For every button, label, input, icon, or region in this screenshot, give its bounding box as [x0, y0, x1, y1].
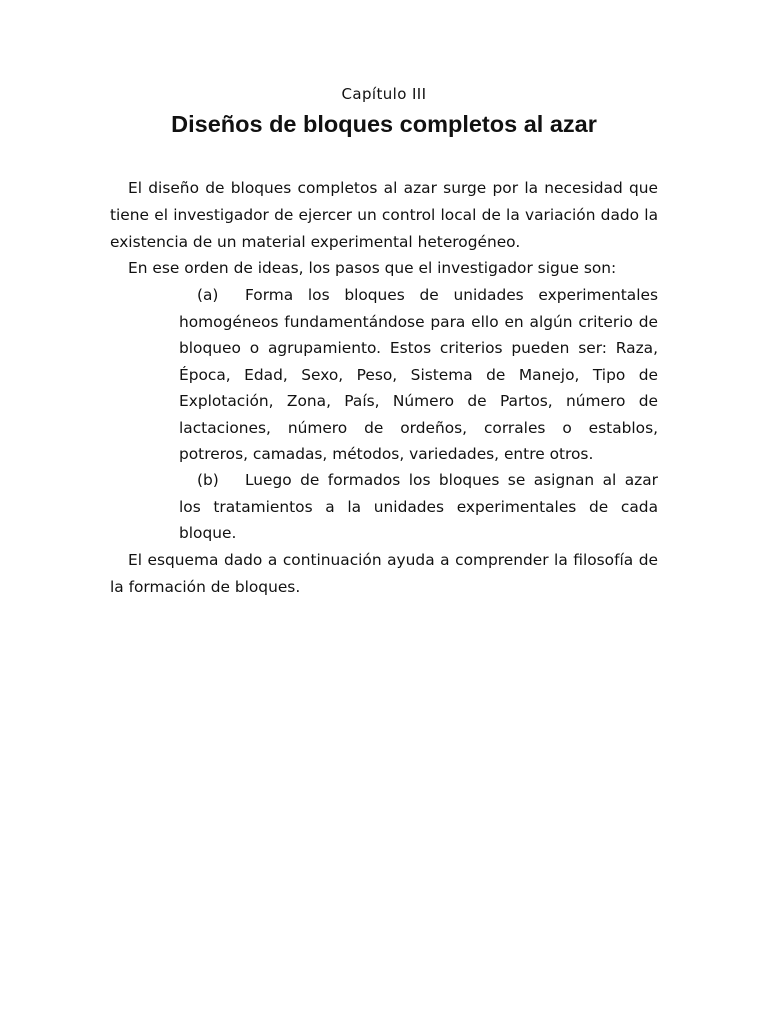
list-item-b-first-line [197, 470, 658, 490]
paragraph-1-line-1: El diseño de bloques completos al azar surge por la necesidad que [128, 179, 658, 197]
paragraph-3-line-2: la formación de bloques. [110, 578, 301, 596]
chapter-title: Diseños de bloques completos al azar [171, 111, 597, 137]
list-item-a-line-5: Explotación, Zona, País, Número de Partos, número de [179, 392, 658, 410]
paragraph-1-line-2: tiene el investigador de ejercer un control local de la variación dado la [110, 206, 658, 224]
list-item-a-first-line [197, 285, 658, 305]
list-item-a-line-1: Forma los bloques de unidades experimentales [245, 286, 658, 304]
list-item-a-marker: (a) [197, 286, 219, 304]
paragraph-2: En ese orden de ideas, los pasos que el investigador sigue son: [128, 259, 617, 277]
list-item-b-line-3: bloque. [179, 524, 237, 542]
paragraph-3-line-1: El esquema dado a continuación ayuda a comprender la filosofía de [128, 551, 658, 569]
list-item-a-line-2: homogéneos fundamentándose para ello en algún criterio de [179, 313, 658, 331]
list-item-b-line-1: Luego de formados los bloques se asignan al azar [245, 471, 658, 489]
chapter-label: Capítulo III [341, 85, 427, 103]
list-item-b-line-2: los tratamientos a la unidades experimentales de cada [179, 498, 658, 516]
paragraph-1-line-3: existencia de un material experimental heterogéneo. [110, 233, 521, 251]
list-item-a-line-7: potreros, camadas, métodos, variedades, entre otros. [179, 445, 594, 463]
list-item-a-line-4: Época, Edad, Sexo, Peso, Sistema de Manejo, Tipo de [179, 366, 658, 384]
list-item-a-line-6: lactaciones, número de ordeños, corrales o establos, [179, 419, 658, 437]
list-item-b-marker: (b) [197, 471, 219, 489]
list-item-a-line-3: bloqueo o agrupamiento. Estos criterios pueden ser: Raza, [179, 339, 658, 357]
